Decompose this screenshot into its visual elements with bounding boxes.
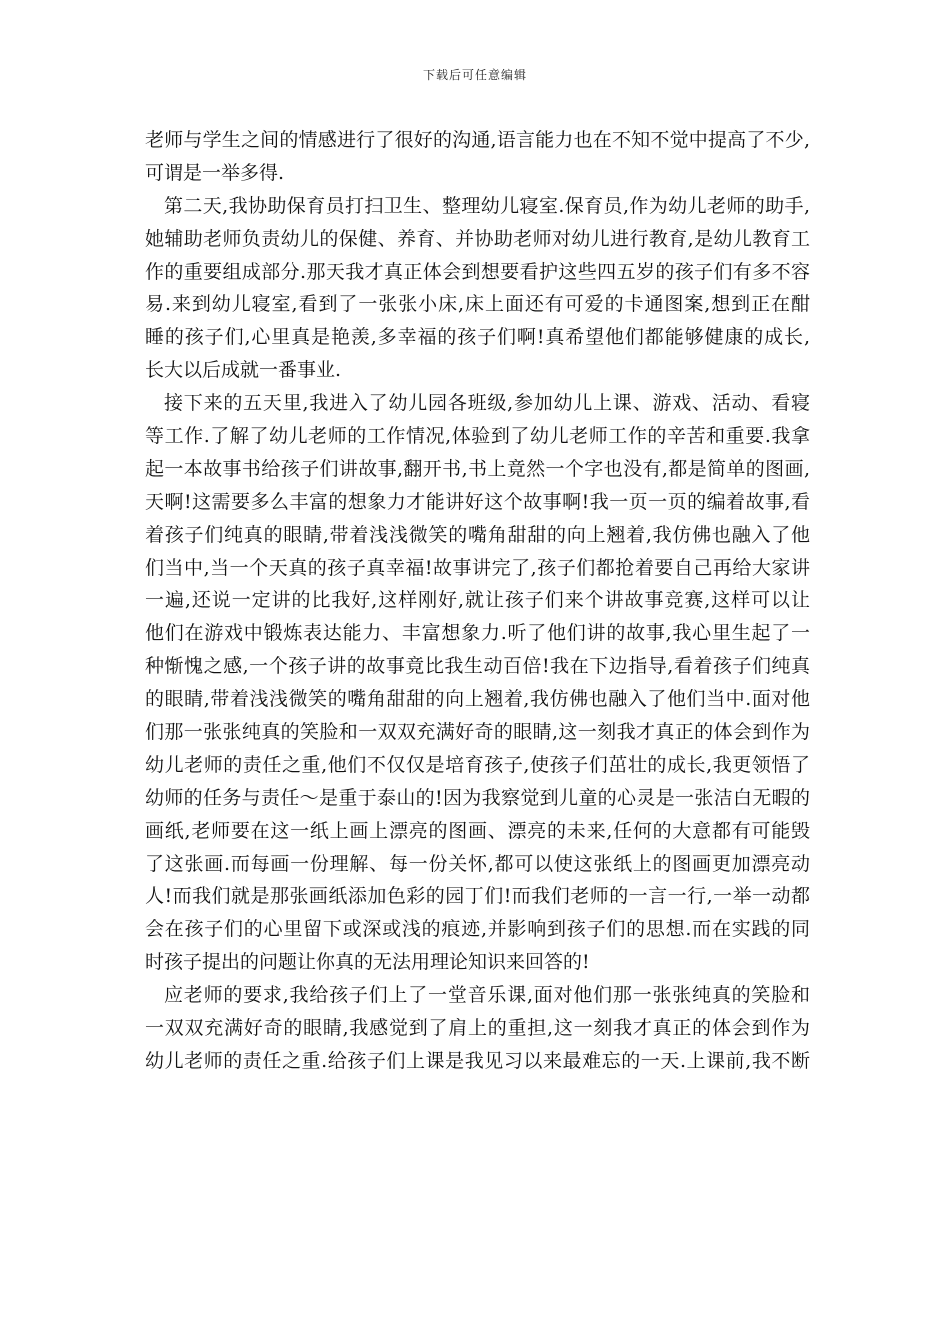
text-line: 她辅助老师负责幼儿的保健、养育、并协助老师对幼儿进行教育,是幼儿教育工 [145, 227, 810, 250]
text-line: 幼师的任务与责任～是重于泰山的!因为我察觉到儿童的心灵是一张洁白无暇的 [145, 786, 810, 809]
text-line: 人!而我们就是那张画纸添加色彩的园丁们!而我们老师的一言一行,一举一动都 [145, 885, 810, 908]
text-line: 长大以后成就一番事业. [145, 359, 342, 382]
text-line: 天啊!这需要多么丰富的想象力才能讲好这个故事啊!我一页一页的编着故事,看 [145, 490, 810, 513]
text-line: 会在孩子们的心里留下或深或浅的痕迹,并影响到孩子们的思想.而在实践的同 [145, 918, 810, 941]
text-line: 一遍,还说一定讲的比我好,这样刚好,就让孩子们来个讲故事竞赛,这样可以让 [145, 589, 810, 612]
page-header: 下载后可任意编辑 [422, 68, 527, 82]
text-line: 时孩子提出的问题让你真的无法用理论知识来回答的! [145, 951, 590, 974]
text-line: 种惭愧之感,一个孩子讲的故事竟比我生动百倍!我在下边指导,看着孩子们纯真 [145, 655, 810, 678]
paragraph [145, 387, 810, 979]
text-line: 第二天,我协助保育员打扫卫生、整理幼儿寝室.保育员,作为幼儿老师的助手, [164, 194, 810, 217]
text-line: 着孩子们纯真的眼睛,带着浅浅微笑的嘴角甜甜的向上翘着,我仿佛也融入了他 [145, 523, 810, 546]
text-line: 等工作.了解了幼儿老师的工作情况,体验到了幼儿老师工作的辛苦和重要.我拿 [145, 425, 810, 448]
text-line: 幼儿老师的责任之重,他们不仅仅是培育孩子,使孩子们茁壮的成长,我更领悟了 [145, 753, 810, 776]
text-line: 们那一张张纯真的笑脸和一双双充满好奇的眼睛,这一刻我才真正的体会到作为 [145, 721, 810, 744]
text-line: 一双双充满好奇的眼睛,我感觉到了肩上的重担,这一刻我才真正的体会到作为 [145, 1017, 810, 1040]
text-line: 画纸,老师要在这一纸上画上漂亮的图画、漂亮的未来,任何的大意都有可能毁 [145, 819, 810, 842]
paragraph [145, 124, 810, 190]
text-line: 们当中,当一个天真的孩子真幸福!故事讲完了,孩子们都抢着要自己再给大家讲 [145, 556, 810, 579]
text-line: 作的重要组成部分.那天我才真正体会到想要看护这些四五岁的孩子们有多不容 [145, 260, 810, 283]
document-body [145, 124, 810, 1078]
text-line: 幼儿老师的责任之重.给孩子们上课是我见习以来最难忘的一天.上课前,我不断 [145, 1049, 810, 1072]
text-line: 的眼睛,带着浅浅微笑的嘴角甜甜的向上翘着,我仿佛也融入了他们当中.面对他 [145, 688, 810, 711]
paragraph [145, 190, 810, 387]
text-line: 睡的孩子们,心里真是艳羡,多幸福的孩子们啊!真希望他们都能够健康的成长, [145, 326, 810, 349]
text-line: 可谓是一举多得. [145, 161, 285, 184]
text-line: 易.来到幼儿寝室,看到了一张张小床,床上面还有可爱的卡通图案,想到正在酣 [145, 293, 810, 316]
text-line: 他们在游戏中锻炼表达能力、丰富想象力.听了他们讲的故事,我心里生起了一 [145, 622, 810, 645]
text-line: 了这张画.而每画一份理解、每一份关怀,都可以使这张纸上的图画更加漂亮动 [145, 852, 810, 875]
text-line: 起一本故事书给孩子们讲故事,翻开书,书上竟然一个字也没有,都是简单的图画, [145, 457, 810, 480]
text-line: 应老师的要求,我给孩子们上了一堂音乐课,面对他们那一张张纯真的笑脸和 [164, 984, 810, 1007]
text-line: 接下来的五天里,我进入了幼儿园各班级,参加幼儿上课、游戏、活动、看寝 [164, 392, 810, 415]
text-line: 老师与学生之间的情感进行了很好的沟通,语言能力也在不知不觉中提高了不少, [145, 129, 810, 151]
paragraph [145, 979, 810, 1078]
